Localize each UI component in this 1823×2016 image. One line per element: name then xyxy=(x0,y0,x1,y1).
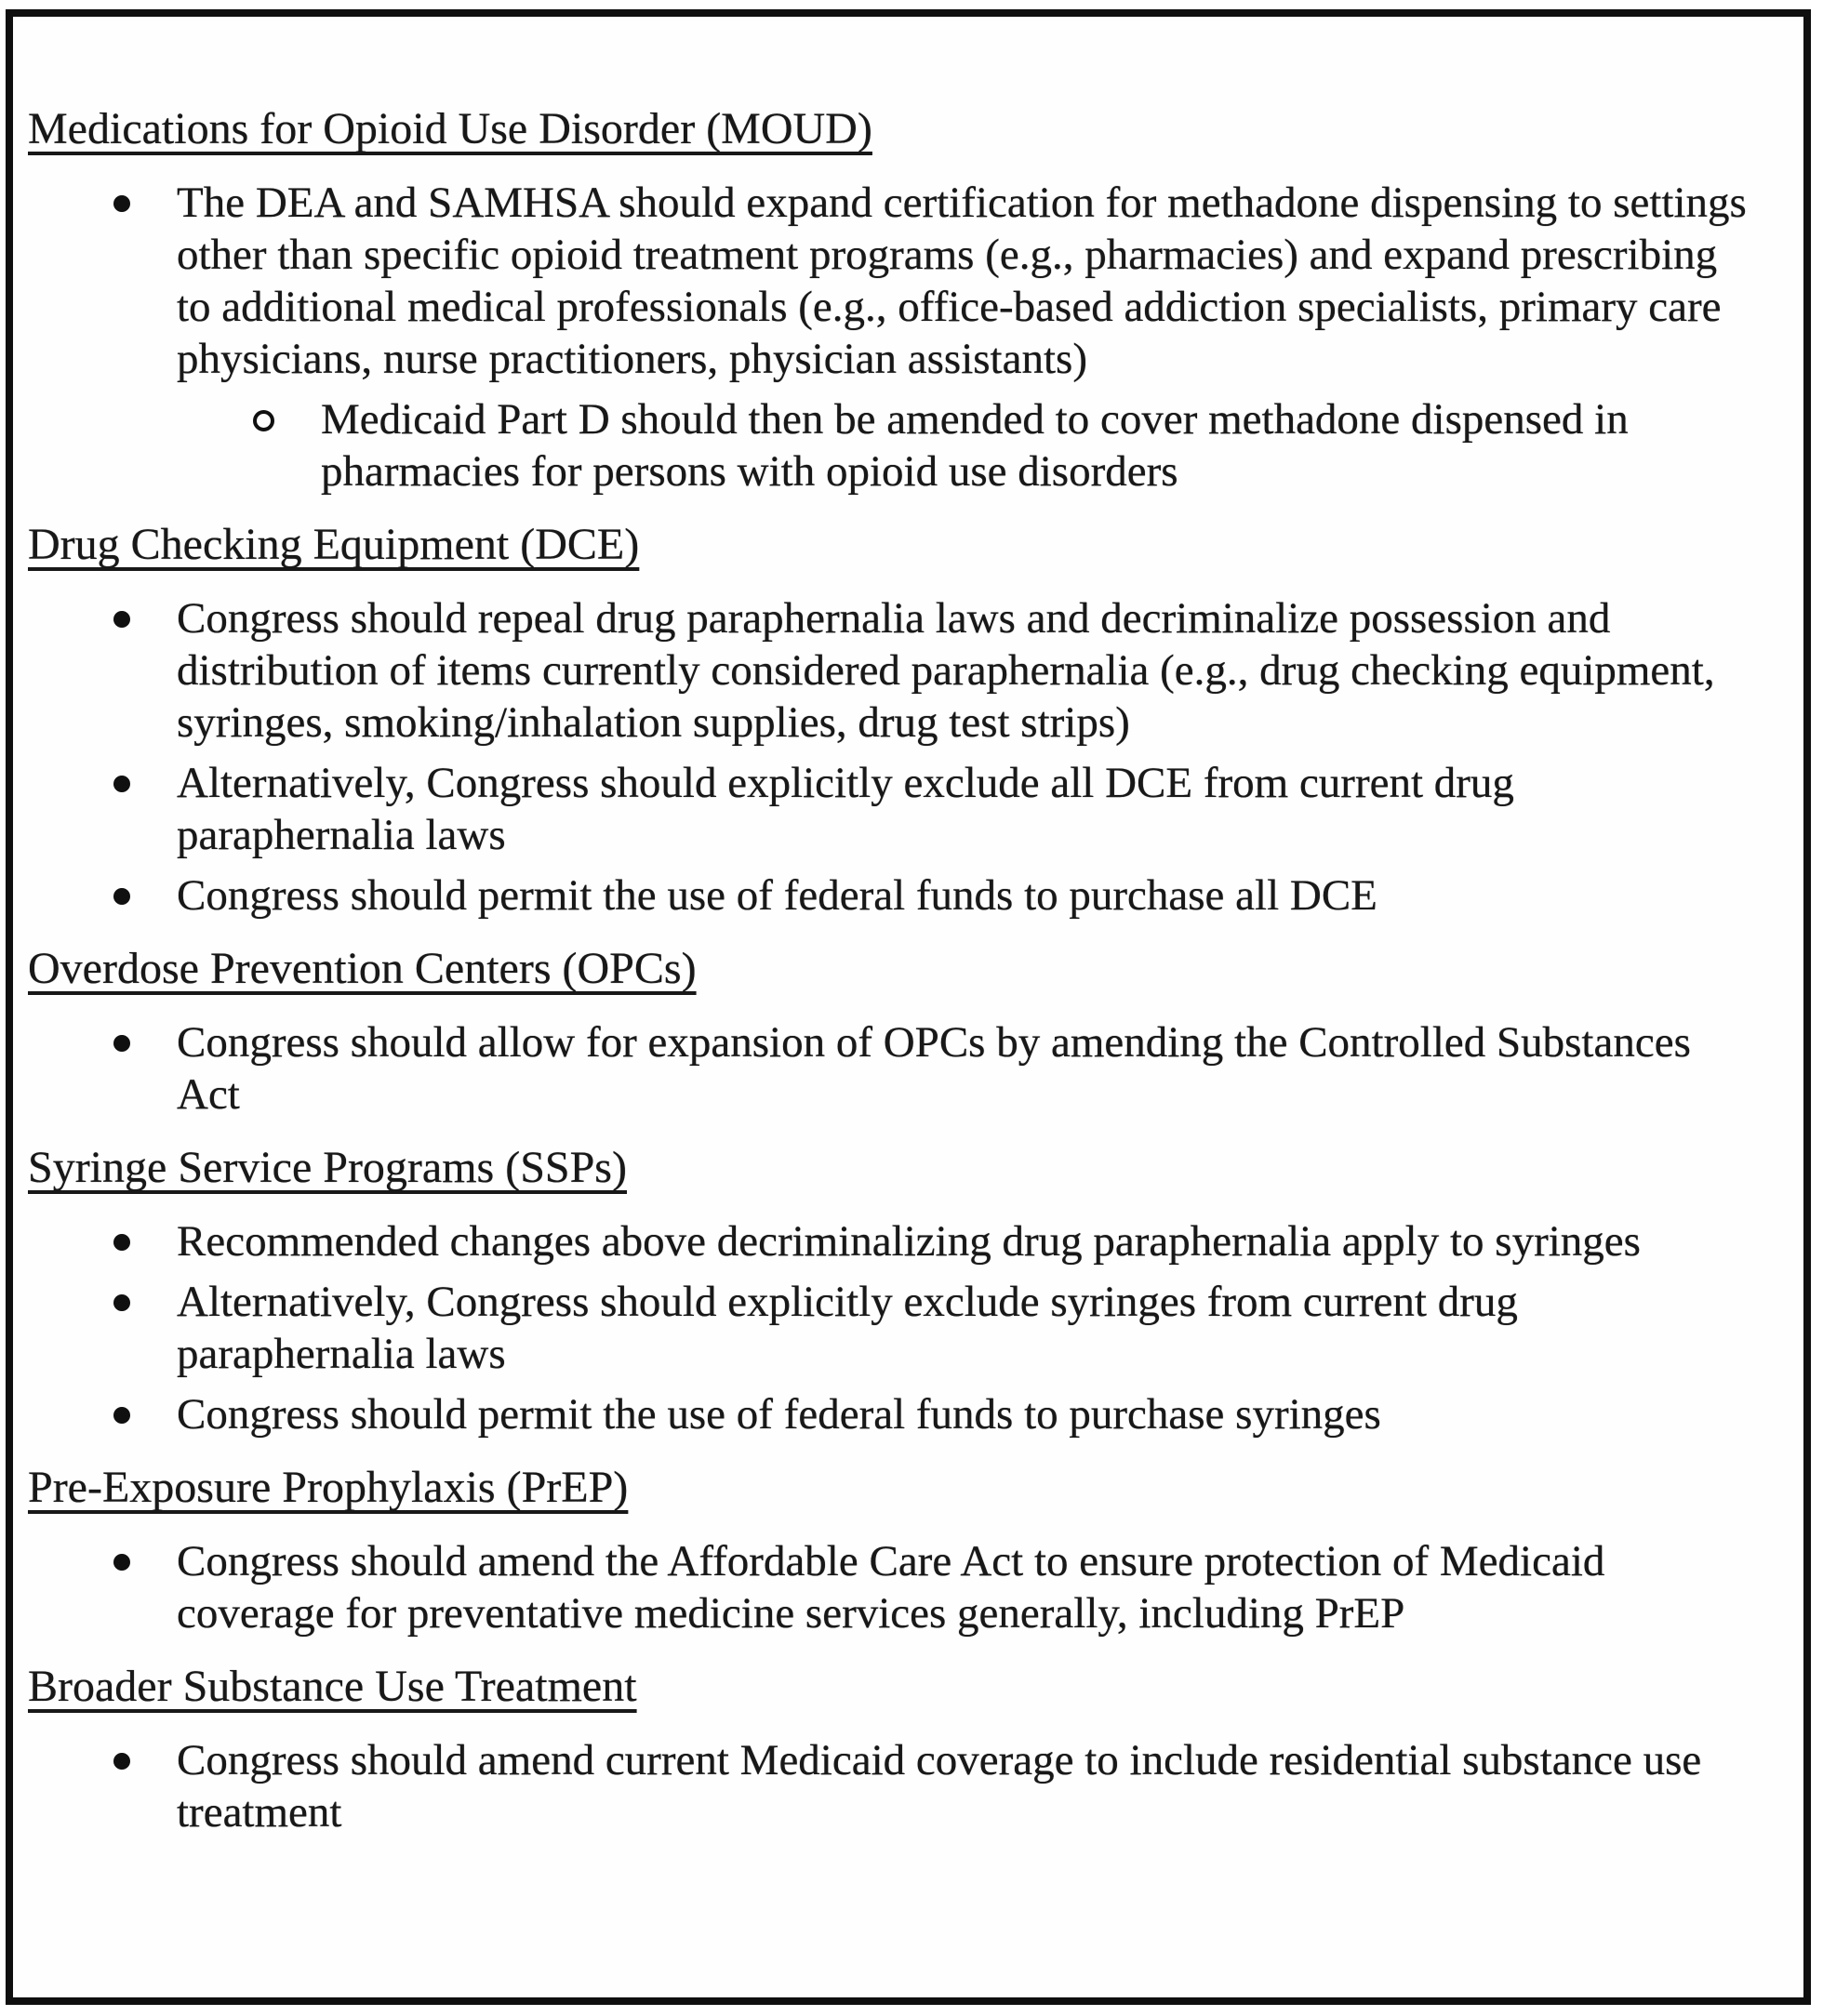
bullet-disc-icon xyxy=(113,1407,130,1424)
bullet-disc-icon xyxy=(113,1753,130,1770)
bullet-text: Medicaid Part D should then be amended to cover methadone dispensed in pharmacies for persons with opioid use disorders xyxy=(321,395,1629,496)
section-heading: Syringe Service Programs (SSPs) xyxy=(28,1143,627,1192)
bullet-text: The DEA and SAMHSA should expand certification for methadone dispensing to settings other than specific opioid treatment programs (e.g., pharmacies) and expand prescribing to additional medical professionals (e.g., office-based addiction specialists, primary care physicians, nurse practitioners, physician assistants) xyxy=(177,179,1747,383)
bullet-circle-icon xyxy=(253,410,274,431)
bullet-disc-icon xyxy=(113,888,130,905)
bullet-text: Alternatively, Congress should explicitly exclude syringes from current drug paraphernalia laws xyxy=(177,1278,1518,1378)
bullet-disc-icon xyxy=(113,1035,130,1052)
bullet-item xyxy=(28,1276,1759,1380)
document-frame xyxy=(6,9,1811,2005)
bullet-text: Congress should allow for expansion of OPCs by amending the Controlled Substances Act xyxy=(177,1018,1691,1119)
section-heading: Broader Substance Use Treatment xyxy=(28,1662,637,1711)
bullet-disc-icon xyxy=(113,611,130,628)
section-heading: Medications for Opioid Use Disorder (MOUD) xyxy=(28,104,872,153)
recommendations-document xyxy=(13,17,1803,1997)
bullet-item xyxy=(28,1535,1759,1639)
bullet-item xyxy=(28,177,1759,385)
bullet-text: Recommended changes above decriminalizing drug paraphernalia apply to syringes xyxy=(177,1217,1641,1266)
bullet-disc-icon xyxy=(113,1294,130,1311)
bullet-item xyxy=(28,1215,1759,1267)
bullet-item xyxy=(28,1734,1759,1838)
bullet-text: Alternatively, Congress should explicitly exclude all DCE from current drug paraphernalia laws xyxy=(177,759,1514,859)
bullet-disc-icon xyxy=(113,1554,130,1571)
bullet-item xyxy=(28,869,1759,922)
bullet-disc-icon xyxy=(113,195,130,212)
bullet-item xyxy=(28,1016,1759,1121)
bullet-text: Congress should permit the use of federal funds to purchase all DCE xyxy=(177,871,1377,920)
sub-bullet-item xyxy=(28,393,1759,497)
bullet-text: Congress should amend the Affordable Care Act to ensure protection of Medicaid coverage for preventative medicine services generally, including PrEP xyxy=(177,1537,1605,1638)
bullet-text: Congress should permit the use of federal funds to purchase syringes xyxy=(177,1390,1381,1439)
section-heading: Drug Checking Equipment (DCE) xyxy=(28,520,640,569)
bullet-disc-icon xyxy=(113,1234,130,1251)
section-heading: Overdose Prevention Centers (OPCs) xyxy=(28,944,697,993)
bullet-item xyxy=(28,757,1759,861)
section-heading: Pre-Exposure Prophylaxis (PrEP) xyxy=(28,1463,629,1512)
bullet-item xyxy=(28,1388,1759,1440)
bullet-text: Congress should amend current Medicaid coverage to include residential substance use treatment xyxy=(177,1736,1702,1837)
bullet-item xyxy=(28,592,1759,749)
bullet-text: Congress should repeal drug paraphernalia laws and decriminalize possession and distribution of items currently considered paraphernalia (e.g., drug checking equipment, syringes, smoking/inhalation supplies, drug test strips) xyxy=(177,594,1715,747)
bullet-disc-icon xyxy=(113,776,130,792)
